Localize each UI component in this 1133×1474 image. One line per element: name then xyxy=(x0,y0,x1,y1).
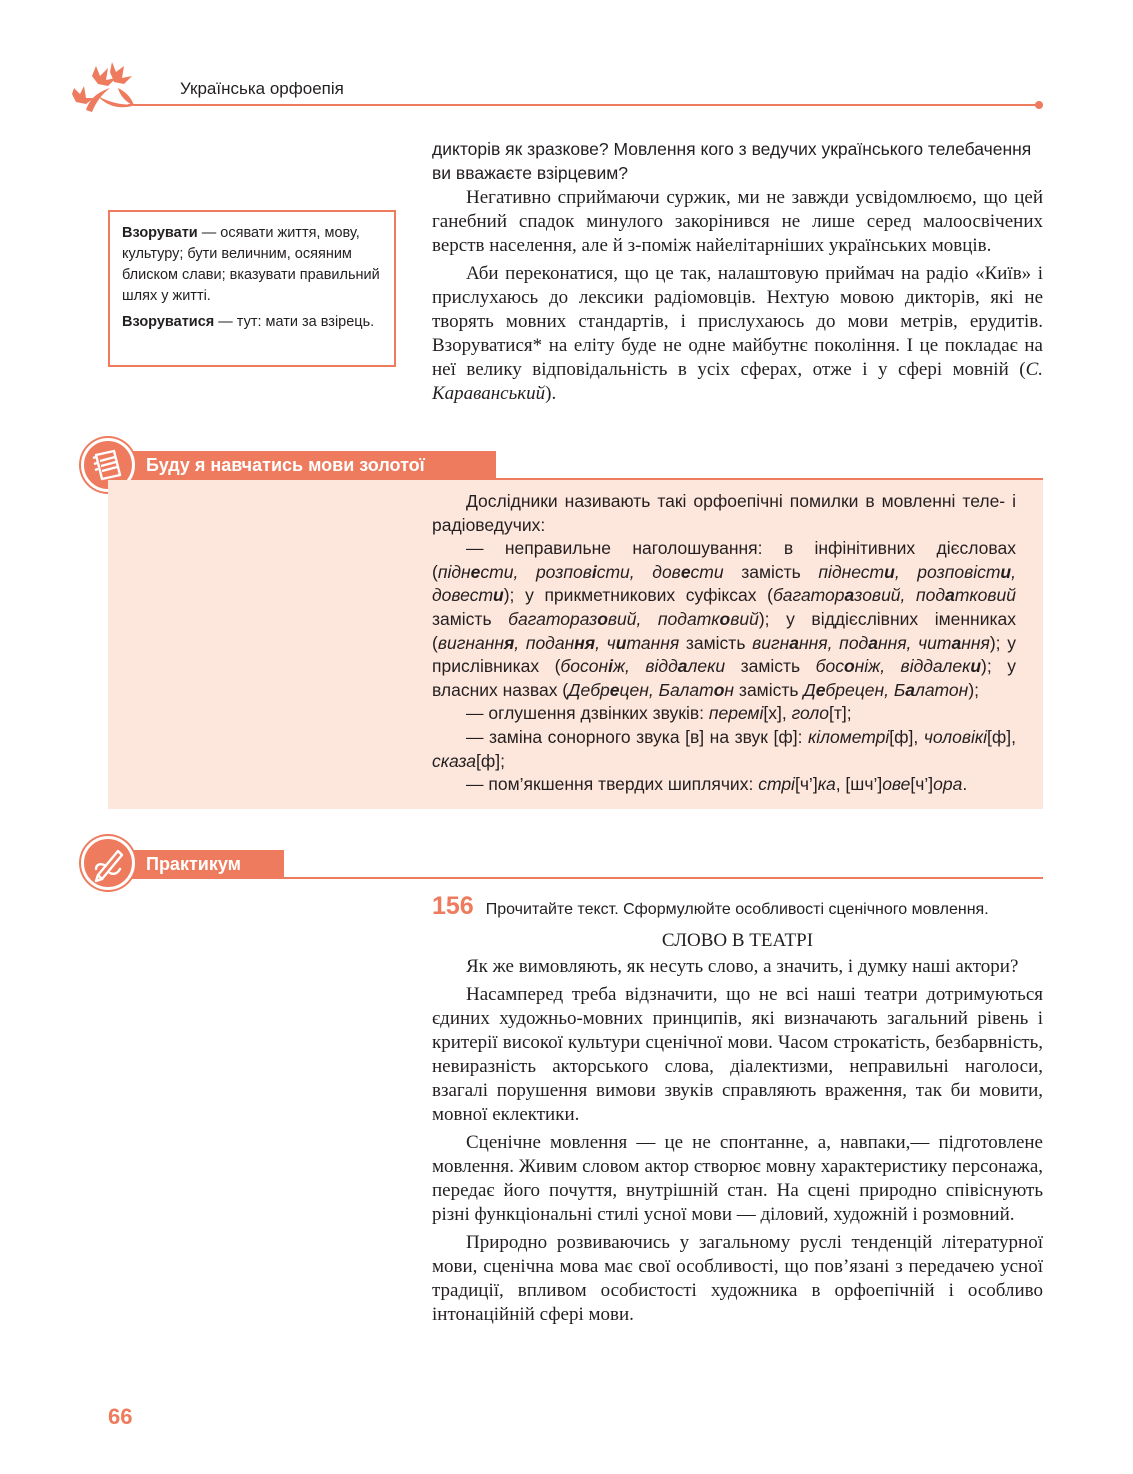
section-title-bar: Буду я навчатись мови золотої xyxy=(108,451,496,479)
glossary-term: Взоруватися xyxy=(122,314,215,330)
paragraph: Аби переконатися, що це так, налаштовую приймач на радіо «Київ» і прислухаюсь до лексики радіомовців. Нехтую мовою дикторів, які не творять мовних стандартів, і прислухаюсь до мови метрів, ерудитів. Взоруватися* на еліту буде не одне майбутнє покоління. І це покладає на неї велику відповідальність в усіх сферах, отже і у сфері мовній (С. Караванський). xyxy=(432,263,1043,404)
paragraph: Сценічне мовлення — це не спонтанне, а, навпаки,— підготовлене мовлення. Живим словом актор створює мовну характеристику персонажа, передає його почуття, внутрішній стан. На сцені природно співіснують різні функціональні стилі усної мови — діловий, художній і розмовний. xyxy=(432,1132,1043,1225)
citation-author: С. Караванський xyxy=(432,359,1043,404)
top-paragraphs xyxy=(432,186,1043,410)
glossary-entry: Взорувати — осявати життя, мову, культуру; бути величним, осяяним блиском слави; вказувати правильний шлях у житті. xyxy=(122,225,380,304)
error-item-sonorant: — заміна сонорного звука [в] на звук [ф]: кілометрі[ф], чоловікі[ф], сказа[ф]; xyxy=(432,726,1016,771)
exercise-task: Прочитайте текст. Сформулюйте особливості сценічного мовлення. xyxy=(485,901,989,918)
page-number: 66 xyxy=(108,1404,133,1429)
glossary-box xyxy=(108,210,396,367)
pen-hand-icon xyxy=(81,836,135,890)
section-title-bar: Практикум xyxy=(108,850,284,878)
error-item-softening: — пом’якшення твердих шиплячих: стрі[ч’]ка, [шч’]ове[ч’]ора. xyxy=(466,774,968,795)
header-rule xyxy=(128,104,1040,106)
exercise-heading xyxy=(432,892,1043,921)
intro-text: дикторів як зразкове? Мовлення кого з ведучих українського телебачення ви вважаєте взірцевим? xyxy=(432,139,1032,183)
panel-intro: Дослідники називають такі орфоепічні помилки в мовленні теле- і радіоведучих: xyxy=(432,491,1016,535)
info-panel-text xyxy=(432,490,1016,797)
glossary-term: Взорувати xyxy=(122,225,198,241)
paragraph: Природно розвиваючись у загальному руслі тенденцій літературної мови, сценічна мова має свої особливості, що пов’язані з передачею усної традиції, впливом особистості художника в орфоепічній і особливо інтонаційній сфері мови. xyxy=(432,1232,1043,1325)
error-item-devoicing: — оглушення дзвінких звуків: перемі[х], голо[т]; xyxy=(466,703,852,724)
running-header-title: Українська орфоепія xyxy=(180,79,344,98)
exercise-number: 156 xyxy=(432,892,474,920)
exercise-title: СЛОВО В ТЕАТРІ xyxy=(661,930,814,951)
paragraph: Як же вимовляють, як несуть слово, а значить, і думку наші актори? xyxy=(466,956,1019,977)
exercise-text xyxy=(432,955,1043,1331)
paragraph: Насамперед треба відзначити, що не всі наші театри дотримуються єдиних художньо-мовних принципів, які визначають загальний рівень і критерії високої культури сценічної мови. Часом строкатість, безбарвність, невиразність акторського слова, діалектизми, неправильні наголоси, взагалі порушення вимови звуків справляють враження, так би мовити, мовної еклектики. xyxy=(432,984,1043,1125)
flower-logo-icon xyxy=(68,58,148,116)
paragraph: Негативно сприймаючи суржик, ми не завжди усвідомлюємо, що цей ганебний спадок минулого закорінився не лише серед малоосвічених верств населення, але й з-поміж найелітарніших українських мовців. xyxy=(432,187,1043,256)
error-item-stress: — неправильне наголошування: в інфінітивних дієсловах (піднести, розповісти, довести замість піднести, розповісти, довести); у прикметникових суфіксах (багаторазовий, податковий замість багаторазовий, податковий); у віддієслівних іменниках (вигнання, подання, читання замість вигнання, подання, читання); у прислівниках (босоніж, віддалеки замість босоніж, віддалеки); у власних назвах (Дебрецен, Балатон замість Дебрецен, Балатон); xyxy=(432,538,1017,700)
header-rule-dot xyxy=(1035,101,1043,109)
glossary-entry: Взоруватися — тут: мати за взірець. xyxy=(122,314,375,330)
